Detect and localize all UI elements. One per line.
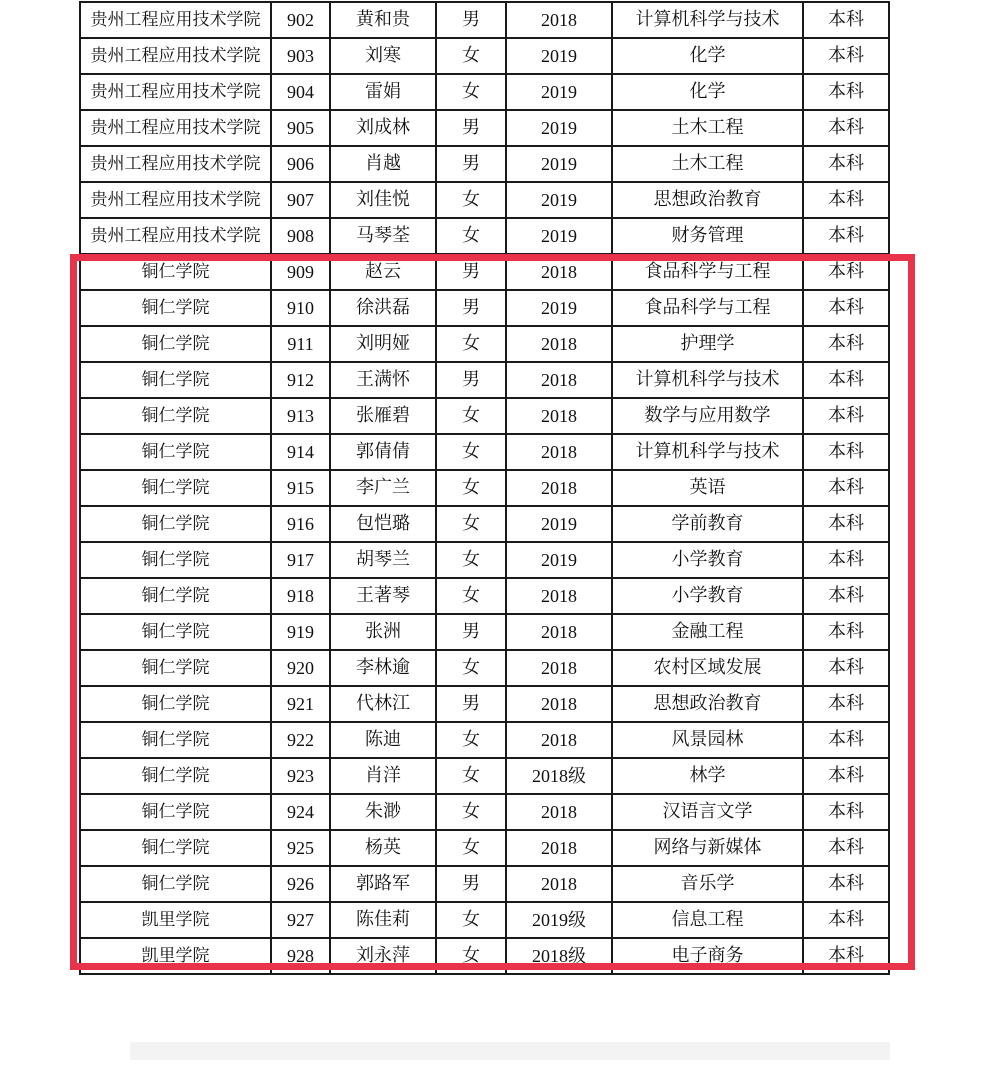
number-cell: 920 xyxy=(271,650,330,686)
year-cell: 2019 xyxy=(506,218,612,254)
school-cell: 铜仁学院 xyxy=(80,290,271,326)
number-cell: 911 xyxy=(271,326,330,362)
number-cell: 923 xyxy=(271,758,330,794)
gender-cell: 男 xyxy=(436,614,506,650)
name-cell: 李广兰 xyxy=(330,470,436,506)
school-cell: 贵州工程应用技术学院 xyxy=(80,74,271,110)
name-cell: 刘佳悦 xyxy=(330,182,436,218)
year-cell: 2019 xyxy=(506,506,612,542)
level-cell: 本科 xyxy=(803,326,889,362)
name-cell: 陈迪 xyxy=(330,722,436,758)
gender-cell: 女 xyxy=(436,938,506,974)
school-cell: 铜仁学院 xyxy=(80,578,271,614)
year-cell: 2019 xyxy=(506,74,612,110)
table-row xyxy=(80,2,889,38)
year-cell: 2018 xyxy=(506,866,612,902)
major-cell: 计算机科学与技术 xyxy=(612,434,803,470)
gender-cell: 男 xyxy=(436,254,506,290)
school-cell: 铜仁学院 xyxy=(80,830,271,866)
name-cell: 李林逾 xyxy=(330,650,436,686)
name-cell: 马琴荃 xyxy=(330,218,436,254)
year-cell: 2018级 xyxy=(506,758,612,794)
school-cell: 铜仁学院 xyxy=(80,614,271,650)
page-bottom-margin xyxy=(0,1036,1000,1073)
major-cell: 金融工程 xyxy=(612,614,803,650)
name-cell: 张洲 xyxy=(330,614,436,650)
number-cell: 919 xyxy=(271,614,330,650)
number-cell: 924 xyxy=(271,794,330,830)
year-cell: 2018 xyxy=(506,398,612,434)
year-cell: 2019 xyxy=(506,38,612,74)
level-cell: 本科 xyxy=(803,830,889,866)
gender-cell: 女 xyxy=(436,182,506,218)
number-cell: 904 xyxy=(271,74,330,110)
number-cell: 921 xyxy=(271,686,330,722)
school-cell: 贵州工程应用技术学院 xyxy=(80,218,271,254)
gender-cell: 女 xyxy=(436,434,506,470)
scan-smudge xyxy=(130,1042,890,1060)
number-cell: 910 xyxy=(271,290,330,326)
gender-cell: 女 xyxy=(436,326,506,362)
major-cell: 数学与应用数学 xyxy=(612,398,803,434)
school-cell: 贵州工程应用技术学院 xyxy=(80,38,271,74)
level-cell: 本科 xyxy=(803,2,889,38)
year-cell: 2018 xyxy=(506,686,612,722)
name-cell: 朱渺 xyxy=(330,794,436,830)
number-cell: 903 xyxy=(271,38,330,74)
gender-cell: 女 xyxy=(436,542,506,578)
year-cell: 2018 xyxy=(506,2,612,38)
year-cell: 2019 xyxy=(506,146,612,182)
year-cell: 2018 xyxy=(506,722,612,758)
number-cell: 906 xyxy=(271,146,330,182)
school-cell: 铜仁学院 xyxy=(80,362,271,398)
number-cell: 926 xyxy=(271,866,330,902)
major-cell: 食品科学与工程 xyxy=(612,254,803,290)
major-cell: 土木工程 xyxy=(612,110,803,146)
year-cell: 2018 xyxy=(506,362,612,398)
major-cell: 汉语言文学 xyxy=(612,794,803,830)
year-cell: 2018 xyxy=(506,254,612,290)
year-cell: 2018 xyxy=(506,650,612,686)
school-cell: 铜仁学院 xyxy=(80,794,271,830)
name-cell: 赵云 xyxy=(330,254,436,290)
school-cell: 铜仁学院 xyxy=(80,254,271,290)
gender-cell: 男 xyxy=(436,362,506,398)
year-cell: 2019 xyxy=(506,290,612,326)
major-cell: 计算机科学与技术 xyxy=(612,362,803,398)
table-row xyxy=(80,902,889,938)
major-cell: 小学教育 xyxy=(612,542,803,578)
level-cell: 本科 xyxy=(803,866,889,902)
table-row xyxy=(80,938,889,974)
table-row xyxy=(80,866,889,902)
level-cell: 本科 xyxy=(803,794,889,830)
name-cell: 肖越 xyxy=(330,146,436,182)
table-row xyxy=(80,578,889,614)
name-cell: 刘成林 xyxy=(330,110,436,146)
major-cell: 小学教育 xyxy=(612,578,803,614)
school-cell: 铜仁学院 xyxy=(80,434,271,470)
student-list-table xyxy=(79,1,890,975)
table-row xyxy=(80,182,889,218)
level-cell: 本科 xyxy=(803,650,889,686)
school-cell: 贵州工程应用技术学院 xyxy=(80,146,271,182)
table-row xyxy=(80,74,889,110)
number-cell: 918 xyxy=(271,578,330,614)
table-row xyxy=(80,38,889,74)
year-cell: 2018 xyxy=(506,830,612,866)
name-cell: 肖洋 xyxy=(330,758,436,794)
major-cell: 思想政治教育 xyxy=(612,182,803,218)
level-cell: 本科 xyxy=(803,434,889,470)
year-cell: 2018 xyxy=(506,326,612,362)
school-cell: 铜仁学院 xyxy=(80,722,271,758)
level-cell: 本科 xyxy=(803,722,889,758)
year-cell: 2018级 xyxy=(506,938,612,974)
table-row xyxy=(80,254,889,290)
number-cell: 907 xyxy=(271,182,330,218)
table-row xyxy=(80,362,889,398)
gender-cell: 女 xyxy=(436,650,506,686)
level-cell: 本科 xyxy=(803,362,889,398)
major-cell: 食品科学与工程 xyxy=(612,290,803,326)
level-cell: 本科 xyxy=(803,938,889,974)
school-cell: 铜仁学院 xyxy=(80,398,271,434)
level-cell: 本科 xyxy=(803,506,889,542)
level-cell: 本科 xyxy=(803,758,889,794)
gender-cell: 男 xyxy=(436,110,506,146)
name-cell: 陈佳莉 xyxy=(330,902,436,938)
name-cell: 黄和贵 xyxy=(330,2,436,38)
school-cell: 贵州工程应用技术学院 xyxy=(80,110,271,146)
year-cell: 2019 xyxy=(506,110,612,146)
gender-cell: 女 xyxy=(436,578,506,614)
school-cell: 铜仁学院 xyxy=(80,650,271,686)
name-cell: 刘寒 xyxy=(330,38,436,74)
table-row xyxy=(80,722,889,758)
gender-cell: 女 xyxy=(436,902,506,938)
table-row xyxy=(80,758,889,794)
number-cell: 912 xyxy=(271,362,330,398)
name-cell: 徐洪磊 xyxy=(330,290,436,326)
table-row xyxy=(80,542,889,578)
table-row xyxy=(80,470,889,506)
major-cell: 风景园林 xyxy=(612,722,803,758)
year-cell: 2019级 xyxy=(506,902,612,938)
level-cell: 本科 xyxy=(803,74,889,110)
major-cell: 学前教育 xyxy=(612,506,803,542)
number-cell: 909 xyxy=(271,254,330,290)
school-cell: 铜仁学院 xyxy=(80,326,271,362)
table-row xyxy=(80,146,889,182)
major-cell: 思想政治教育 xyxy=(612,686,803,722)
table-row xyxy=(80,506,889,542)
name-cell: 胡琴兰 xyxy=(330,542,436,578)
year-cell: 2018 xyxy=(506,614,612,650)
number-cell: 925 xyxy=(271,830,330,866)
gender-cell: 女 xyxy=(436,38,506,74)
table-row xyxy=(80,398,889,434)
table-row xyxy=(80,434,889,470)
school-cell: 凯里学院 xyxy=(80,902,271,938)
gender-cell: 男 xyxy=(436,2,506,38)
major-cell: 化学 xyxy=(612,74,803,110)
gender-cell: 女 xyxy=(436,758,506,794)
name-cell: 郭路军 xyxy=(330,866,436,902)
school-cell: 凯里学院 xyxy=(80,938,271,974)
level-cell: 本科 xyxy=(803,146,889,182)
number-cell: 902 xyxy=(271,2,330,38)
gender-cell: 男 xyxy=(436,290,506,326)
number-cell: 917 xyxy=(271,542,330,578)
major-cell: 护理学 xyxy=(612,326,803,362)
major-cell: 计算机科学与技术 xyxy=(612,2,803,38)
name-cell: 郭倩倩 xyxy=(330,434,436,470)
gender-cell: 女 xyxy=(436,722,506,758)
school-cell: 铜仁学院 xyxy=(80,686,271,722)
school-cell: 铜仁学院 xyxy=(80,758,271,794)
table-row xyxy=(80,650,889,686)
year-cell: 2018 xyxy=(506,794,612,830)
name-cell: 雷娟 xyxy=(330,74,436,110)
level-cell: 本科 xyxy=(803,578,889,614)
school-cell: 贵州工程应用技术学院 xyxy=(80,2,271,38)
school-cell: 贵州工程应用技术学院 xyxy=(80,182,271,218)
gender-cell: 男 xyxy=(436,686,506,722)
name-cell: 包恺璐 xyxy=(330,506,436,542)
number-cell: 922 xyxy=(271,722,330,758)
gender-cell: 男 xyxy=(436,866,506,902)
year-cell: 2019 xyxy=(506,542,612,578)
level-cell: 本科 xyxy=(803,290,889,326)
gender-cell: 女 xyxy=(436,470,506,506)
major-cell: 网络与新媒体 xyxy=(612,830,803,866)
number-cell: 914 xyxy=(271,434,330,470)
major-cell: 信息工程 xyxy=(612,902,803,938)
number-cell: 908 xyxy=(271,218,330,254)
table-row xyxy=(80,290,889,326)
table-row xyxy=(80,830,889,866)
name-cell: 张雁碧 xyxy=(330,398,436,434)
name-cell: 王著琴 xyxy=(330,578,436,614)
major-cell: 农村区域发展 xyxy=(612,650,803,686)
major-cell: 财务管理 xyxy=(612,218,803,254)
gender-cell: 女 xyxy=(436,74,506,110)
major-cell: 林学 xyxy=(612,758,803,794)
number-cell: 928 xyxy=(271,938,330,974)
level-cell: 本科 xyxy=(803,398,889,434)
gender-cell: 女 xyxy=(436,398,506,434)
gender-cell: 女 xyxy=(436,794,506,830)
year-cell: 2018 xyxy=(506,470,612,506)
gender-cell: 女 xyxy=(436,506,506,542)
level-cell: 本科 xyxy=(803,470,889,506)
name-cell: 刘永萍 xyxy=(330,938,436,974)
level-cell: 本科 xyxy=(803,614,889,650)
level-cell: 本科 xyxy=(803,182,889,218)
table-row xyxy=(80,794,889,830)
year-cell: 2018 xyxy=(506,434,612,470)
number-cell: 927 xyxy=(271,902,330,938)
level-cell: 本科 xyxy=(803,110,889,146)
number-cell: 915 xyxy=(271,470,330,506)
level-cell: 本科 xyxy=(803,254,889,290)
school-cell: 铜仁学院 xyxy=(80,470,271,506)
table-row xyxy=(80,326,889,362)
gender-cell: 女 xyxy=(436,830,506,866)
year-cell: 2018 xyxy=(506,578,612,614)
number-cell: 913 xyxy=(271,398,330,434)
gender-cell: 男 xyxy=(436,146,506,182)
major-cell: 电子商务 xyxy=(612,938,803,974)
major-cell: 英语 xyxy=(612,470,803,506)
name-cell: 王满怀 xyxy=(330,362,436,398)
table-row xyxy=(80,110,889,146)
table-row xyxy=(80,614,889,650)
school-cell: 铜仁学院 xyxy=(80,542,271,578)
year-cell: 2019 xyxy=(506,182,612,218)
school-cell: 铜仁学院 xyxy=(80,506,271,542)
number-cell: 916 xyxy=(271,506,330,542)
level-cell: 本科 xyxy=(803,38,889,74)
level-cell: 本科 xyxy=(803,902,889,938)
name-cell: 杨英 xyxy=(330,830,436,866)
major-cell: 土木工程 xyxy=(612,146,803,182)
major-cell: 化学 xyxy=(612,38,803,74)
name-cell: 刘明娅 xyxy=(330,326,436,362)
name-cell: 代林江 xyxy=(330,686,436,722)
table-row xyxy=(80,218,889,254)
table-row xyxy=(80,686,889,722)
level-cell: 本科 xyxy=(803,218,889,254)
gender-cell: 女 xyxy=(436,218,506,254)
school-cell: 铜仁学院 xyxy=(80,866,271,902)
level-cell: 本科 xyxy=(803,542,889,578)
number-cell: 905 xyxy=(271,110,330,146)
level-cell: 本科 xyxy=(803,686,889,722)
major-cell: 音乐学 xyxy=(612,866,803,902)
